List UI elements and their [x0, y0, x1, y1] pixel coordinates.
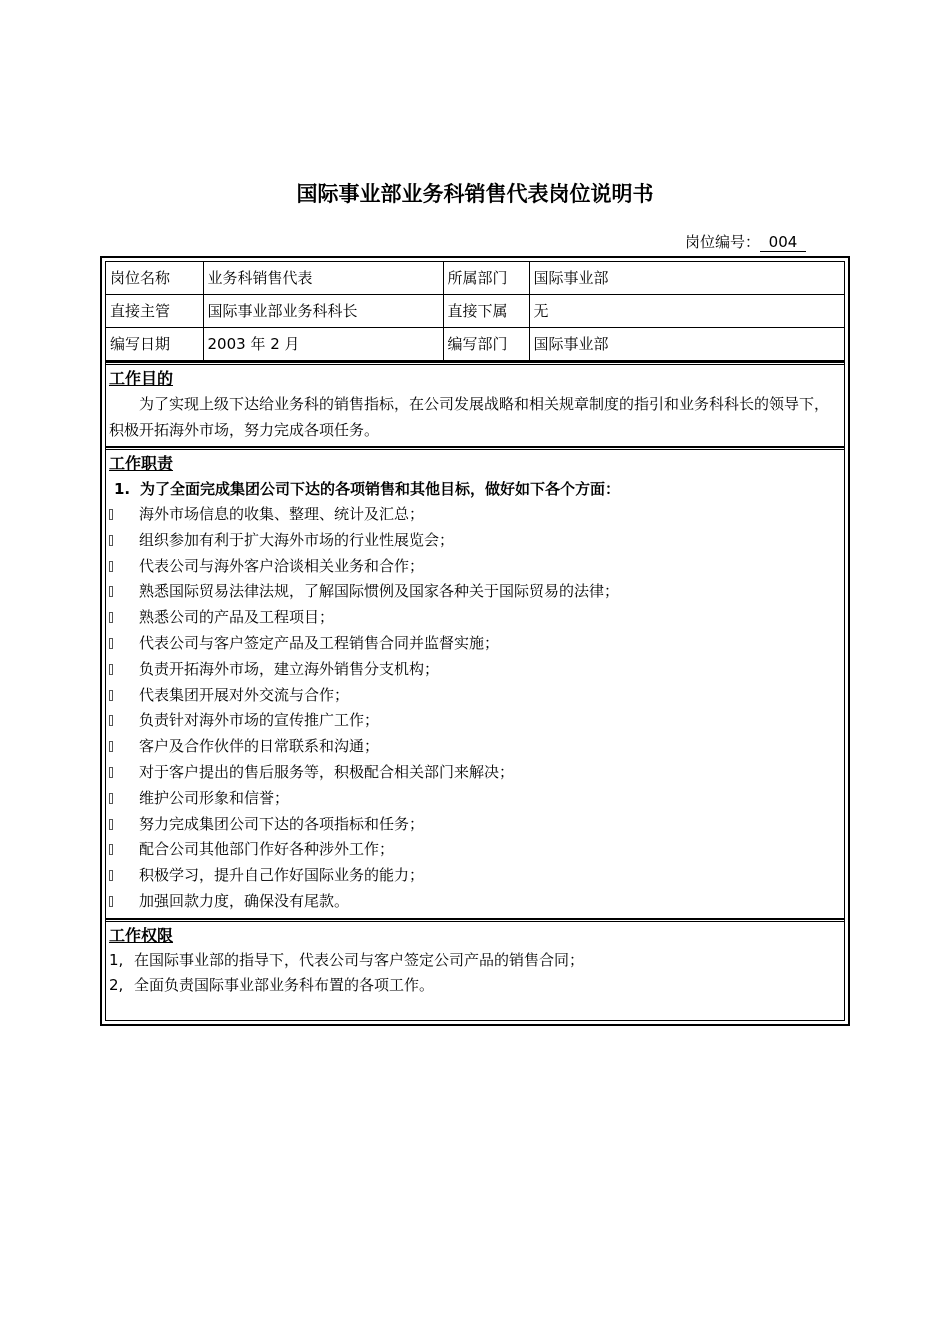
authority-text: 在国际事业部的指导下，代表公司与客户签定公司产品的销售合同； — [134, 950, 585, 969]
table-row — [106, 262, 844, 295]
info-value: 国际事业部 — [529, 328, 844, 361]
empty-box-icon — [109, 586, 113, 597]
info-label: 所属部门 — [443, 262, 529, 295]
duty-text: 代表集团开展对外交流与合作； — [139, 685, 350, 704]
info-label: 直接下属 — [443, 295, 529, 328]
empty-box-icon — [109, 870, 113, 881]
empty-box-icon — [109, 844, 113, 855]
empty-box-icon — [109, 767, 113, 778]
duty-text: 负责针对海外市场的宣传推广工作； — [139, 711, 380, 730]
info-value: 2003 年 2 月 — [203, 328, 443, 361]
duty-text: 海外市场信息的收集、整理、统计及汇总； — [139, 505, 425, 523]
list-item — [109, 605, 841, 631]
basic-info-table — [106, 262, 844, 361]
duty-heading-text: 为了全面完成集团公司下达的各项销售和其他目标，做好如下各个方面： — [140, 480, 621, 498]
post-number-value: 004 — [760, 234, 806, 252]
duty-heading-number: 1. — [114, 480, 131, 498]
job-description-body — [105, 261, 845, 1021]
duties-title: 工作职责 — [109, 454, 174, 473]
duty-text: 代表公司与海外客户洽谈相关业务和合作； — [139, 556, 425, 575]
empty-box-icon — [109, 535, 113, 546]
post-number-label: 岗位编号： — [684, 233, 760, 251]
list-item — [109, 837, 841, 863]
empty-box-icon — [109, 896, 113, 907]
info-label: 岗位名称 — [106, 262, 203, 295]
list-item — [109, 786, 841, 812]
list-item — [109, 579, 841, 605]
empty-box-icon — [109, 561, 113, 572]
empty-box-icon — [109, 638, 113, 649]
list-item — [109, 708, 841, 734]
duty-text: 对于客户提出的售后服务等，积极配合相关部门来解决； — [139, 762, 515, 781]
duties-section — [106, 450, 844, 918]
authority-list — [109, 948, 841, 998]
purpose-text: 为了实现上级下达给业务科的销售指标，在公司发展战略和相关规章制度的指引和业务科科长的领导下，积极开拓海外市场，努力完成各项任务。 — [109, 395, 830, 439]
empty-box-icon — [109, 509, 113, 520]
list-item — [109, 502, 841, 528]
list-item — [109, 760, 841, 786]
empty-box-icon — [109, 741, 113, 752]
empty-box-icon — [109, 819, 113, 830]
duty-text: 组织参加有利于扩大海外市场的行业性展览会； — [139, 530, 455, 549]
duty-text: 熟悉公司的产品及工程项目； — [139, 608, 335, 627]
authority-index: 1, — [109, 950, 124, 969]
job-description-frame — [100, 256, 850, 1026]
info-value: 无 — [529, 295, 844, 328]
duty-text: 积极学习，提升自己作好国际业务的能力； — [139, 866, 425, 885]
authority-text: 全面负责国际事业部业务科布置的各项工作。 — [134, 975, 435, 994]
authority-title: 工作权限 — [109, 925, 174, 945]
duty-list — [109, 502, 841, 915]
duty-text: 维护公司形象和信誉； — [139, 788, 290, 807]
list-item — [109, 683, 841, 709]
list-item — [109, 948, 841, 973]
empty-box-icon — [109, 793, 113, 804]
list-item — [109, 863, 841, 889]
empty-box-icon — [109, 715, 113, 726]
purpose-section — [106, 365, 844, 446]
list-item — [109, 554, 841, 580]
authority-index: 2, — [109, 975, 124, 994]
empty-box-icon — [109, 690, 113, 701]
duty-text: 客户及合作伙伴的日常联系和沟通； — [139, 737, 380, 756]
info-label: 直接主管 — [106, 295, 203, 328]
info-value: 国际事业部业务科科长 — [203, 295, 443, 328]
list-item — [109, 657, 841, 683]
duty-text: 负责开拓海外市场，建立海外销售分支机构； — [139, 659, 440, 678]
authority-section — [106, 922, 844, 1001]
table-row — [106, 295, 844, 328]
purpose-title: 工作目的 — [109, 369, 174, 388]
duty-text: 配合公司其他部门作好各种涉外工作； — [139, 840, 395, 859]
list-item — [109, 889, 841, 915]
duty-text: 代表公司与客户签定产品及工程销售合同并监督实施； — [139, 633, 500, 652]
duty-text: 努力完成集团公司下达的各项指标和任务； — [139, 814, 425, 833]
document-title: 国际事业部业务科销售代表岗位说明书 — [296, 182, 654, 206]
list-item — [109, 973, 841, 998]
list-item — [109, 528, 841, 554]
info-label: 编写部门 — [443, 328, 529, 361]
list-item — [109, 734, 841, 760]
empty-box-icon — [109, 664, 113, 675]
info-label: 编写日期 — [106, 328, 203, 361]
duty-text: 加强回款力度，确保没有尾款。 — [139, 891, 350, 910]
duty-text: 熟悉国际贸易法律法规，了解国际惯例及国家各种关于国际贸易的法律； — [139, 582, 620, 601]
list-item — [109, 631, 841, 657]
info-value: 业务科销售代表 — [203, 262, 443, 295]
empty-box-icon — [109, 612, 113, 623]
info-value: 国际事业部 — [529, 262, 844, 295]
table-row — [106, 328, 844, 361]
post-number — [685, 232, 806, 252]
list-item — [109, 812, 841, 838]
duty-heading — [109, 476, 841, 502]
